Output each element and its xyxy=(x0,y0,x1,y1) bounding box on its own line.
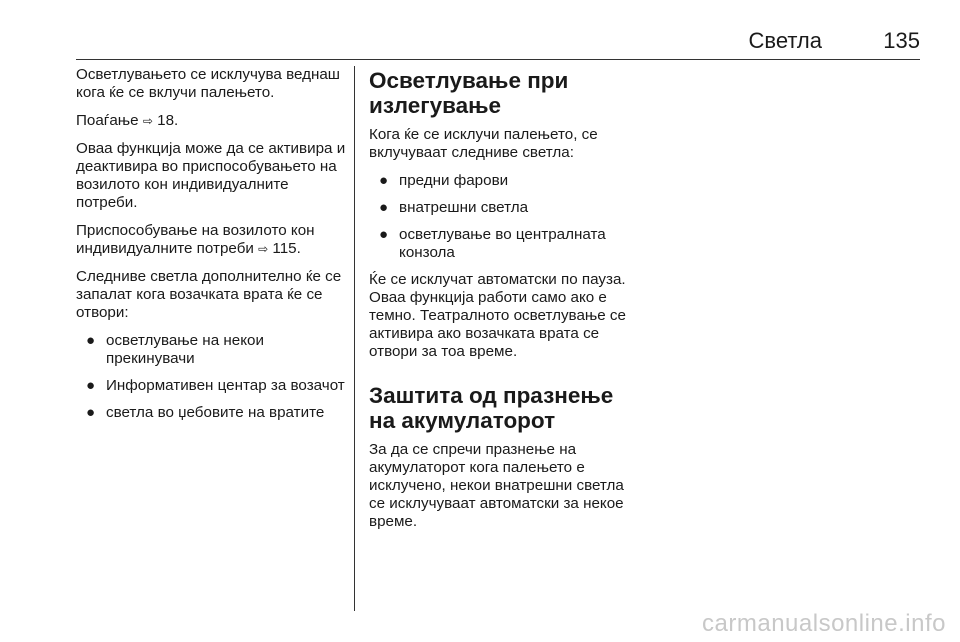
right-column xyxy=(369,66,631,541)
page-title: Светла xyxy=(748,28,822,53)
ref-page-link[interactable]: 115. xyxy=(272,240,301,257)
paragraph: Оваа функција може да се активира и деактивира во приспособувањето на возилото кон индивидуалните потреби. xyxy=(76,140,346,211)
bullet-icon: ● xyxy=(86,404,96,421)
list-item-text: предни фарови xyxy=(399,172,509,189)
list-item-text: светла во џебовите на вратите xyxy=(106,404,325,421)
paragraph-ref xyxy=(76,222,348,258)
bullet-icon: ● xyxy=(86,377,96,394)
list-item-text: внатрешни светла xyxy=(399,199,529,216)
list-item-text: осветлување во централната конзола xyxy=(399,226,606,261)
section-heading: Осветлување при излегување xyxy=(369,68,569,118)
column-divider xyxy=(354,66,355,611)
paragraph: Следниве светла дополнително ќе се запалат кога возачката врата ќе се отвори: xyxy=(76,268,342,321)
section-heading: Заштита од празнење на акумулаторот xyxy=(369,383,614,433)
bullet-list xyxy=(76,332,348,422)
page-header xyxy=(76,20,920,60)
paragraph: За да се спречи празнење на акумулаторот кога палењето е исклучено, некои внатрешни светла се исклучуваат автоматски за некое време. xyxy=(369,441,624,530)
list-item xyxy=(76,404,348,422)
paragraph: Кога ќе се исклучи палењето, се вклучуваат следниве светла: xyxy=(369,126,598,161)
header-rule xyxy=(76,59,920,60)
list-item xyxy=(76,332,348,368)
paragraph: Осветлувањето се исклучува веднаш кога ќе се вклучи палењето. xyxy=(76,66,340,101)
list-item xyxy=(76,377,348,395)
page-number: 135 xyxy=(883,28,920,53)
bullet-list xyxy=(369,172,631,262)
watermark: carmanualsonline.info xyxy=(702,610,946,637)
ref-text: Поаѓање xyxy=(76,112,139,129)
paragraph-ref xyxy=(76,112,348,130)
bullet-icon: ● xyxy=(379,172,389,189)
list-item xyxy=(369,226,631,262)
bullet-icon: ● xyxy=(86,332,96,349)
list-item xyxy=(369,199,631,217)
left-column xyxy=(76,66,348,431)
paragraph: Ќе се исклучат автоматски по пауза. Оваа функција работи само ако е темно. Театралното осветлување се активира ако возачката врата се отвори за тоа време. xyxy=(369,271,626,360)
ref-text: Приспособување на возилото кон индивидуалните потреби xyxy=(76,222,315,257)
bullet-icon: ● xyxy=(379,199,389,216)
list-item-text: Информативен центар за возачот xyxy=(106,377,345,394)
list-item-text: осветлување на некои прекинувачи xyxy=(106,332,264,367)
list-item xyxy=(369,172,631,190)
reference-arrow-icon: ⇨ xyxy=(258,242,269,256)
reference-arrow-icon: ⇨ xyxy=(142,114,153,128)
ref-page-link[interactable]: 18. xyxy=(157,112,179,129)
bullet-icon: ● xyxy=(379,226,389,243)
